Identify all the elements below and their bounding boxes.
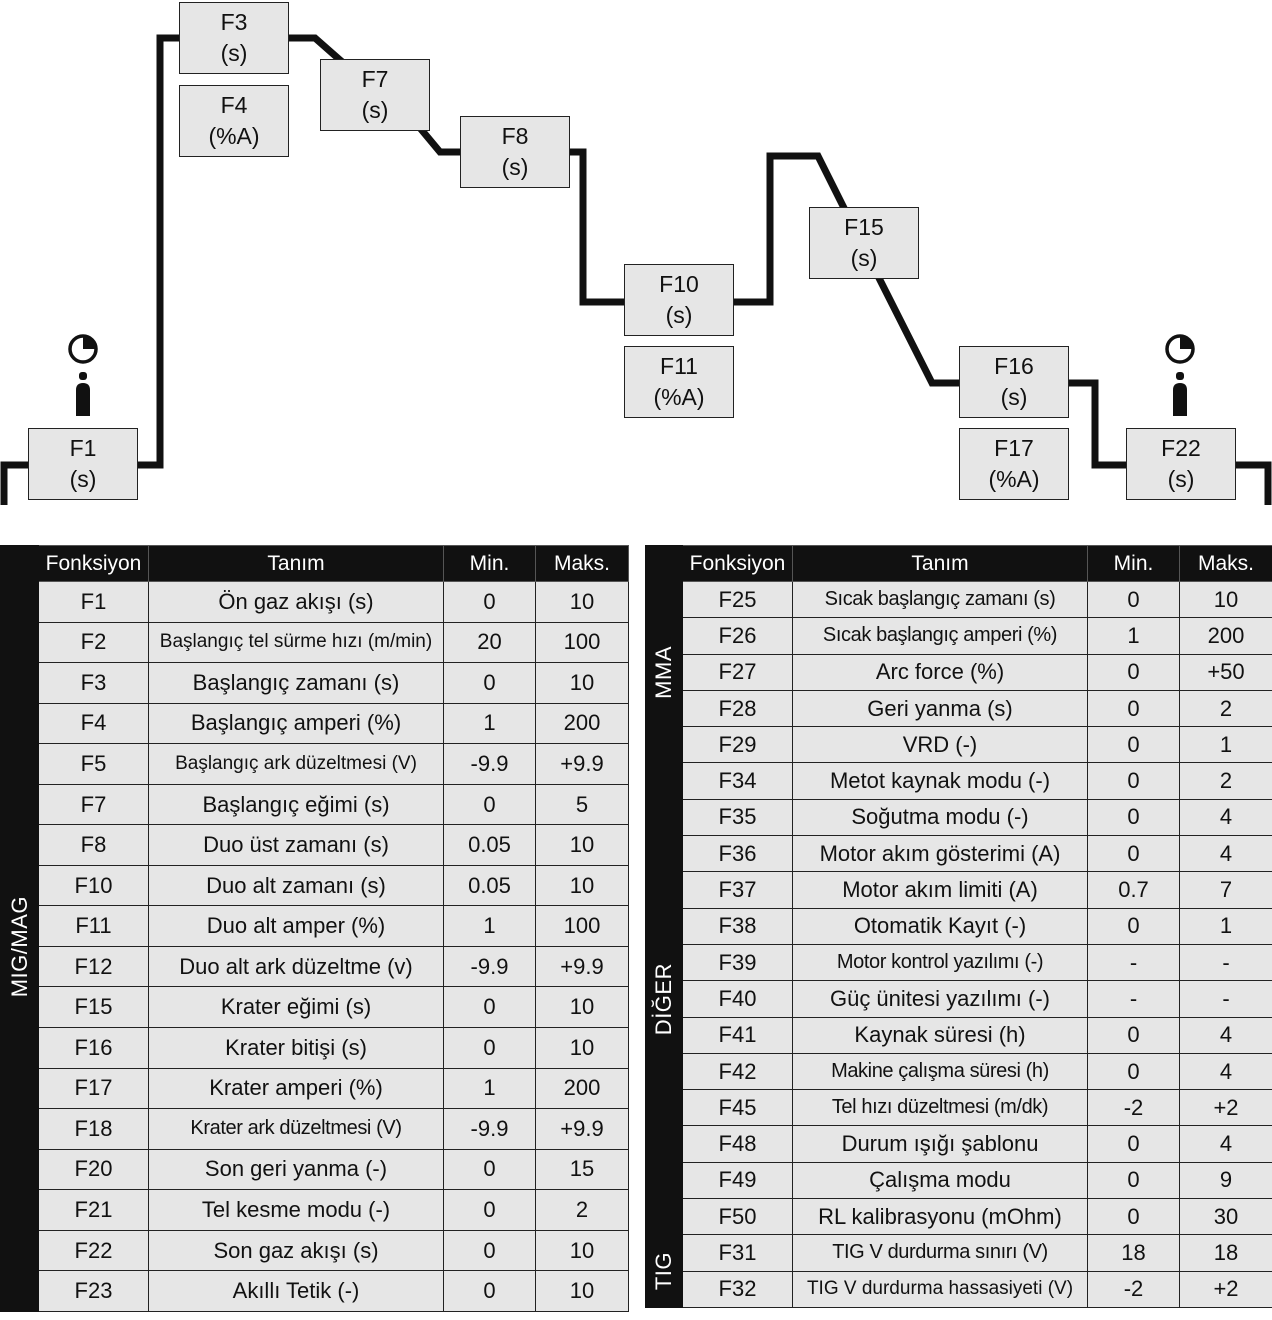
table-row [646, 618, 1272, 654]
cell-function: F8 [39, 825, 149, 866]
cell-max: 30 [1180, 1199, 1272, 1235]
cell-description: Motor akım limiti (A) [793, 872, 1088, 908]
box-f10-name: F10 [659, 271, 699, 297]
table-row [1, 987, 629, 1028]
box-f16-name: F16 [994, 353, 1034, 379]
box-f7 [320, 59, 430, 131]
box-f3-name: F3 [220, 9, 248, 35]
cell-min: 0 [444, 987, 536, 1028]
box-f4 [179, 85, 289, 157]
cell-min: 0 [1088, 1199, 1180, 1235]
cell-description: Durum ışığı şablonu [793, 1126, 1088, 1162]
cell-min: 0 [1088, 908, 1180, 944]
col-header-max: Maks. [1180, 546, 1272, 582]
cell-function: F37 [683, 872, 793, 908]
gas-bottle-icon [72, 372, 94, 416]
cell-min: 0 [1088, 1162, 1180, 1198]
col-header-description: Tanım [149, 546, 444, 582]
table-row [1, 906, 629, 947]
cell-function: F20 [39, 1149, 149, 1190]
box-f7-name: F7 [361, 66, 389, 92]
cell-description: Tel kesme modu (-) [149, 1190, 444, 1231]
cell-max: 15 [536, 1149, 629, 1190]
col-header-function: Fonksiyon [39, 546, 149, 582]
table-row [1, 1271, 629, 1312]
cell-min: 0 [444, 1028, 536, 1069]
cell-max: 2 [1180, 763, 1272, 799]
cell-function: F42 [683, 1053, 793, 1089]
cell-description: Başlangıç zamanı (s) [149, 663, 444, 704]
cell-function: F3 [39, 663, 149, 704]
table-row [646, 1162, 1272, 1198]
cell-max: +9.9 [536, 744, 629, 785]
cell-max: 10 [536, 1271, 629, 1312]
cell-max: 10 [536, 865, 629, 906]
table-row [646, 654, 1272, 690]
cell-max: 1 [1180, 908, 1272, 944]
table-row [646, 981, 1272, 1017]
cell-description: Krater ark düzeltmesi (V) [149, 1109, 444, 1150]
cell-function: F17 [39, 1068, 149, 1109]
cell-min: 0 [1088, 727, 1180, 763]
group-label: TIG [651, 1252, 676, 1291]
other-table-body [646, 582, 1272, 1308]
cell-max: 10 [536, 825, 629, 866]
cell-min: 0 [444, 1190, 536, 1231]
group-label: MMA [651, 645, 676, 699]
box-f16 [959, 346, 1069, 418]
cell-min: 0.7 [1088, 872, 1180, 908]
table-row [646, 1053, 1272, 1089]
cell-function: F23 [39, 1271, 149, 1312]
col-header-description: Tanım [793, 546, 1088, 582]
cell-function: F35 [683, 799, 793, 835]
box-f11 [624, 346, 734, 418]
table-row [1, 865, 629, 906]
cell-max: 9 [1180, 1162, 1272, 1198]
cell-max: 10 [1180, 582, 1272, 618]
cell-description: Krater bitişi (s) [149, 1028, 444, 1069]
box-f8-unit: (s) [501, 154, 529, 180]
group-label: MIG/MAG [6, 895, 32, 998]
col-header-min: Min. [1088, 546, 1180, 582]
cell-max: 10 [536, 663, 629, 704]
cell-description: Duo alt ark düzeltme (v) [149, 946, 444, 987]
cell-max: 10 [536, 1028, 629, 1069]
box-f8-name: F8 [501, 123, 529, 149]
cell-description: Otomatik Kayıt (-) [793, 908, 1088, 944]
timer-icon [1163, 332, 1197, 366]
col-header-function: Fonksiyon [683, 546, 793, 582]
cell-min: 0 [444, 784, 536, 825]
table-row [1, 1230, 629, 1271]
cell-max: 4 [1180, 1017, 1272, 1053]
cell-min: 1 [444, 703, 536, 744]
cell-function: F31 [683, 1235, 793, 1271]
cell-function: F16 [39, 1028, 149, 1069]
cell-description: Duo alt zamanı (s) [149, 865, 444, 906]
table-row [646, 908, 1272, 944]
cell-max: +50 [1180, 654, 1272, 690]
group-header-cell [1, 546, 39, 582]
box-f17-unit: (%A) [988, 466, 1040, 492]
cell-min: 18 [1088, 1235, 1180, 1271]
cell-min: 0 [1088, 1126, 1180, 1162]
box-f11-unit: (%A) [653, 384, 705, 410]
cell-min: 0 [1088, 1053, 1180, 1089]
cell-description: VRD (-) [793, 727, 1088, 763]
box-f4-unit: (%A) [208, 123, 260, 149]
table-row [1, 582, 629, 623]
cell-description: Geri yanma (s) [793, 690, 1088, 726]
cell-description: Kaynak süresi (h) [793, 1017, 1088, 1053]
cell-description: Metot kaynak modu (-) [793, 763, 1088, 799]
cell-min: - [1088, 981, 1180, 1017]
cell-description: Akıllı Tetik (-) [149, 1271, 444, 1312]
welding-sequence-diagram [0, 0, 1272, 520]
cell-max: - [1180, 944, 1272, 980]
cell-function: F48 [683, 1126, 793, 1162]
col-header-max: Maks. [536, 546, 629, 582]
table-row [646, 690, 1272, 726]
box-f22-unit: (s) [1167, 466, 1195, 492]
table-row [646, 763, 1272, 799]
table-row [1, 744, 629, 785]
cell-description: Soğutma modu (-) [793, 799, 1088, 835]
group-label-cell [646, 582, 683, 763]
cell-min: 0.05 [444, 865, 536, 906]
cell-function: F50 [683, 1199, 793, 1235]
cell-description: Son gaz akışı (s) [149, 1230, 444, 1271]
cell-function: F32 [683, 1271, 793, 1307]
box-f11-name: F11 [660, 353, 698, 379]
cell-description: Başlangıç ark düzeltmesi (V) [149, 744, 444, 785]
group-label-cell [646, 763, 683, 1235]
table-row [646, 582, 1272, 618]
table-row [1, 1149, 629, 1190]
cell-function: F2 [39, 622, 149, 663]
cell-max: 5 [536, 784, 629, 825]
box-f3-unit: (s) [220, 40, 248, 66]
cell-description: RL kalibrasyonu (mOhm) [793, 1199, 1088, 1235]
cell-min: -2 [1088, 1090, 1180, 1126]
table-row [646, 1271, 1272, 1307]
cell-min: 20 [444, 622, 536, 663]
cell-min: -9.9 [444, 946, 536, 987]
box-f17 [959, 428, 1069, 500]
cell-min: 0 [444, 1230, 536, 1271]
mig-mag-table-body [1, 582, 629, 1312]
cell-max: 100 [536, 622, 629, 663]
cell-max: 4 [1180, 1126, 1272, 1162]
cell-max: 10 [536, 582, 629, 623]
box-f3 [179, 2, 289, 74]
table-row [646, 1090, 1272, 1126]
cell-function: F18 [39, 1109, 149, 1150]
cell-function: F12 [39, 946, 149, 987]
table-row [1, 1028, 629, 1069]
cell-description: Duo üst zamanı (s) [149, 825, 444, 866]
cell-description: Güç ünitesi yazılımı (-) [793, 981, 1088, 1017]
box-f8 [460, 116, 570, 188]
cell-max: +9.9 [536, 946, 629, 987]
cell-function: F28 [683, 690, 793, 726]
cell-function: F41 [683, 1017, 793, 1053]
group-label-cell [1, 582, 39, 1312]
cell-min: 1 [1088, 618, 1180, 654]
cell-max: 200 [536, 703, 629, 744]
cell-function: F38 [683, 908, 793, 944]
table-row [1, 1068, 629, 1109]
cell-description: Arc force (%) [793, 654, 1088, 690]
cell-function: F27 [683, 654, 793, 690]
cell-max: +2 [1180, 1271, 1272, 1307]
table-row [646, 727, 1272, 763]
cell-min: 0 [1088, 582, 1180, 618]
cell-max: 2 [1180, 690, 1272, 726]
box-f10-unit: (s) [665, 302, 693, 328]
cell-max: +2 [1180, 1090, 1272, 1126]
cell-function: F45 [683, 1090, 793, 1126]
cell-function: F22 [39, 1230, 149, 1271]
cell-min: 0 [444, 1271, 536, 1312]
box-f7-unit: (s) [361, 97, 389, 123]
table-row [1, 622, 629, 663]
cell-max: 200 [536, 1068, 629, 1109]
cell-min: 0 [444, 582, 536, 623]
cell-max: 200 [1180, 618, 1272, 654]
table-row [1, 1109, 629, 1150]
box-f22-name: F22 [1161, 435, 1201, 461]
box-f1-name: F1 [69, 435, 97, 461]
cell-description: Başlangıç eğimi (s) [149, 784, 444, 825]
table-row [646, 944, 1272, 980]
timer-icon [66, 332, 100, 366]
cell-max: 100 [536, 906, 629, 947]
cell-function: F34 [683, 763, 793, 799]
cell-min: 0 [1088, 836, 1180, 872]
cell-max: 4 [1180, 836, 1272, 872]
col-header-min: Min. [444, 546, 536, 582]
box-f15 [809, 207, 919, 279]
group-label-cell [646, 1235, 683, 1308]
table-header-row [646, 546, 1272, 582]
cell-function: F39 [683, 944, 793, 980]
cell-function: F1 [39, 582, 149, 623]
cell-function: F49 [683, 1162, 793, 1198]
gas-bottle-icon [1169, 372, 1191, 416]
group-label: DİĞER [651, 962, 676, 1035]
cell-max: 7 [1180, 872, 1272, 908]
cell-max: 4 [1180, 1053, 1272, 1089]
box-f4-name: F4 [220, 92, 248, 118]
cell-function: F15 [39, 987, 149, 1028]
cell-description: Başlangıç amperi (%) [149, 703, 444, 744]
cell-max: 2 [536, 1190, 629, 1231]
table-header-row [1, 546, 629, 582]
cell-max: 10 [536, 1230, 629, 1271]
cell-max: 1 [1180, 727, 1272, 763]
mig-mag-parameter-table [0, 545, 629, 1312]
sequence-curve [0, 0, 1272, 520]
cell-description: Çalışma modu [793, 1162, 1088, 1198]
table-row [646, 1126, 1272, 1162]
cell-min: 0.05 [444, 825, 536, 866]
cell-max: 10 [536, 987, 629, 1028]
cell-function: F5 [39, 744, 149, 785]
cell-description: TIG V durdurma hassasiyeti (V) [793, 1271, 1088, 1307]
table-row [646, 1199, 1272, 1235]
table-row [1, 784, 629, 825]
cell-min: 0 [1088, 654, 1180, 690]
cell-description: Tel hızı düzeltmesi (m/dk) [793, 1090, 1088, 1126]
cell-min: 1 [444, 906, 536, 947]
box-f15-name: F15 [844, 214, 884, 240]
cell-max: - [1180, 981, 1272, 1017]
cell-description: Başlangıç tel sürme hızı (m/min) [149, 622, 444, 663]
cell-function: F26 [683, 618, 793, 654]
cell-min: 0 [444, 1149, 536, 1190]
cell-max: 18 [1180, 1235, 1272, 1271]
table-row [1, 1190, 629, 1231]
cell-description: Sıcak başlangıç zamanı (s) [793, 582, 1088, 618]
table-row [646, 836, 1272, 872]
box-f15-unit: (s) [850, 245, 878, 271]
cell-description: Ön gaz akışı (s) [149, 582, 444, 623]
box-f1-unit: (s) [69, 466, 97, 492]
cell-description: Krater eğimi (s) [149, 987, 444, 1028]
cell-min: -9.9 [444, 744, 536, 785]
cell-max: +9.9 [536, 1109, 629, 1150]
cell-description: Makine çalışma süresi (h) [793, 1053, 1088, 1089]
table-row [1, 825, 629, 866]
cell-description: Sıcak başlangıç amperi (%) [793, 618, 1088, 654]
group-header-cell [646, 546, 683, 582]
box-f16-unit: (s) [1000, 384, 1028, 410]
cell-min: -9.9 [444, 1109, 536, 1150]
box-f17-name: F17 [994, 435, 1034, 461]
cell-min: 0 [1088, 1017, 1180, 1053]
cell-min: -2 [1088, 1271, 1180, 1307]
cell-function: F10 [39, 865, 149, 906]
cell-description: Krater amperi (%) [149, 1068, 444, 1109]
box-f22 [1126, 428, 1236, 500]
cell-min: 0 [444, 663, 536, 704]
cell-max: 4 [1180, 799, 1272, 835]
cell-min: 0 [1088, 690, 1180, 726]
cell-function: F29 [683, 727, 793, 763]
box-f1 [28, 428, 138, 500]
cell-function: F4 [39, 703, 149, 744]
cell-description: Motor kontrol yazılımı (-) [793, 944, 1088, 980]
table-row [1, 946, 629, 987]
cell-description: Duo alt amper (%) [149, 906, 444, 947]
table-row [646, 799, 1272, 835]
cell-description: Son geri yanma (-) [149, 1149, 444, 1190]
cell-function: F36 [683, 836, 793, 872]
cell-min: - [1088, 944, 1180, 980]
box-f10 [624, 264, 734, 336]
cell-min: 1 [444, 1068, 536, 1109]
other-parameter-table [645, 545, 1272, 1308]
table-row [1, 663, 629, 704]
cell-description: Motor akım gösterimi (A) [793, 836, 1088, 872]
cell-function: F11 [39, 906, 149, 947]
cell-function: F21 [39, 1190, 149, 1231]
table-row [646, 872, 1272, 908]
cell-description: TIG V durdurma sınırı (V) [793, 1235, 1088, 1271]
cell-min: 0 [1088, 763, 1180, 799]
cell-function: F7 [39, 784, 149, 825]
cell-function: F25 [683, 582, 793, 618]
cell-function: F40 [683, 981, 793, 1017]
table-row [646, 1235, 1272, 1271]
cell-min: 0 [1088, 799, 1180, 835]
table-row [646, 1017, 1272, 1053]
table-row [1, 703, 629, 744]
